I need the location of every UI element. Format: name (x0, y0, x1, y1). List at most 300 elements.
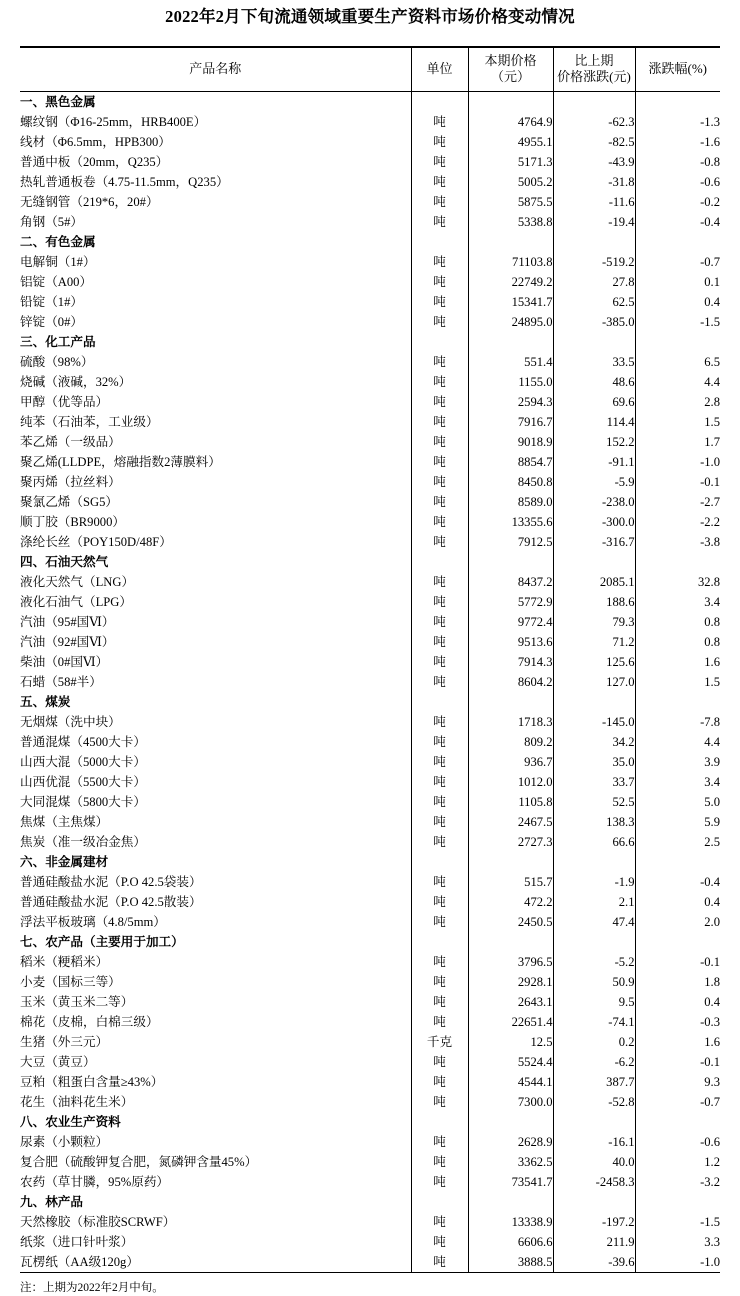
unit-cell: 吨 (411, 972, 468, 992)
percent-change-cell: 1.2 (635, 1152, 720, 1172)
unit-cell: 吨 (411, 472, 468, 492)
current-price-cell: 3888.5 (468, 1252, 553, 1273)
product-name-cell: 无缝钢管（219*6，20#） (20, 195, 159, 209)
current-price-cell: 9772.4 (468, 612, 553, 632)
unit-cell: 吨 (411, 352, 468, 372)
table-row (20, 1032, 720, 1052)
unit-cell: 吨 (411, 392, 468, 412)
product-name-cell: 烧碱（液碱，32%） (20, 375, 132, 389)
percent-change-cell: -0.1 (635, 472, 720, 492)
price-change-cell: -238.0 (553, 492, 635, 512)
unit-cell: 吨 (411, 1052, 468, 1072)
current-price-cell: 1105.8 (468, 792, 553, 812)
current-price-cell: 8589.0 (468, 492, 553, 512)
price-change-cell: 35.0 (553, 752, 635, 772)
table-row (20, 392, 720, 412)
section-header-pct-spacer (635, 692, 720, 712)
table-row (20, 1092, 720, 1112)
section-header-unit-spacer (411, 1192, 468, 1212)
percent-change-cell: 5.0 (635, 792, 720, 812)
price-change-cell: 40.0 (553, 1152, 635, 1172)
percent-change-cell: -2.7 (635, 492, 720, 512)
table-row (20, 672, 720, 692)
unit-cell: 吨 (411, 252, 468, 272)
percent-change-cell: -3.2 (635, 1172, 720, 1192)
section-header-unit-spacer (411, 1112, 468, 1132)
price-change-cell: -316.7 (553, 532, 635, 552)
percent-change-cell: -1.0 (635, 452, 720, 472)
product-name-cell: 大同混煤（5800大卡） (20, 795, 146, 809)
table-row (20, 472, 720, 492)
section-header-unit-spacer (411, 332, 468, 352)
current-price-cell: 2928.1 (468, 972, 553, 992)
unit-cell: 吨 (411, 1172, 468, 1192)
section-title: 六、非金属建材 (20, 855, 109, 869)
section-title: 二、有色金属 (20, 235, 96, 249)
price-change-cell: 50.9 (553, 972, 635, 992)
table-row (20, 132, 720, 152)
table-row (20, 1172, 720, 1192)
price-change-cell: -197.2 (553, 1212, 635, 1232)
product-name-cell: 花生（油料花生米） (20, 1095, 134, 1109)
unit-cell: 吨 (411, 1072, 468, 1092)
product-name-cell: 线材（Φ6.5mm，HPB300） (20, 135, 171, 149)
price-change-cell: 125.6 (553, 652, 635, 672)
table-row (20, 752, 720, 772)
table-row (20, 452, 720, 472)
current-price-cell: 7912.5 (468, 532, 553, 552)
current-price-cell: 5005.2 (468, 172, 553, 192)
current-price-cell: 4955.1 (468, 132, 553, 152)
price-change-cell: 127.0 (553, 672, 635, 692)
product-name-cell: 铝锭（A00） (20, 275, 93, 289)
current-price-cell: 22651.4 (468, 1012, 553, 1032)
unit-cell: 吨 (411, 992, 468, 1012)
section-header-change-spacer (553, 552, 635, 572)
percent-change-cell: 2.8 (635, 392, 720, 412)
column-header-product-name: 产品名称 (20, 47, 411, 92)
current-price-cell: 551.4 (468, 352, 553, 372)
current-price-cell: 8450.8 (468, 472, 553, 492)
section-header-change-spacer (553, 1192, 635, 1212)
unit-cell: 吨 (411, 1212, 468, 1232)
section-title: 三、化工产品 (20, 335, 96, 349)
table-row (20, 1132, 720, 1152)
current-price-cell: 5772.9 (468, 592, 553, 612)
unit-cell: 吨 (411, 892, 468, 912)
table-row (20, 1152, 720, 1172)
product-name-cell: 无烟煤（洗中块） (20, 715, 121, 729)
product-name-cell: 聚氯乙烯（SG5） (20, 495, 118, 509)
current-price-cell: 936.7 (468, 752, 553, 772)
percent-change-cell: 3.4 (635, 592, 720, 612)
product-name-cell: 柴油（0#国Ⅵ） (20, 655, 109, 669)
current-price-cell: 4764.9 (468, 112, 553, 132)
unit-cell: 吨 (411, 152, 468, 172)
current-price-cell: 1155.0 (468, 372, 553, 392)
table-row (20, 112, 720, 132)
current-price-cell: 8604.2 (468, 672, 553, 692)
current-price-cell: 2643.1 (468, 992, 553, 1012)
table-row (20, 532, 720, 552)
current-price-cell: 3362.5 (468, 1152, 553, 1172)
price-change-cell: 48.6 (553, 372, 635, 392)
unit-cell: 吨 (411, 1232, 468, 1252)
section-header-change-spacer (553, 932, 635, 952)
section-header-price-spacer (468, 1112, 553, 1132)
percent-change-cell: -0.7 (635, 1092, 720, 1112)
price-change-cell: 69.6 (553, 392, 635, 412)
section-title: 七、农产品（主要用于加工） (20, 935, 184, 949)
unit-cell: 吨 (411, 752, 468, 772)
table-row (20, 832, 720, 852)
current-price-cell: 9513.6 (468, 632, 553, 652)
unit-cell: 吨 (411, 112, 468, 132)
percent-change-cell: 1.7 (635, 432, 720, 452)
price-change-cell: -43.9 (553, 152, 635, 172)
price-change-cell: -2458.3 (553, 1172, 635, 1192)
section-header-row (20, 552, 720, 572)
table-row (20, 992, 720, 1012)
current-price-cell: 5524.4 (468, 1052, 553, 1072)
section-title: 九、林产品 (20, 1195, 83, 1209)
current-price-cell: 1718.3 (468, 712, 553, 732)
section-header-pct-spacer (635, 1112, 720, 1132)
unit-cell: 吨 (411, 292, 468, 312)
unit-cell: 吨 (411, 1132, 468, 1152)
unit-cell: 吨 (411, 732, 468, 752)
current-price-cell: 8854.7 (468, 452, 553, 472)
price-change-cell: -5.9 (553, 472, 635, 492)
column-header-price-change-line1: 比上期 (574, 53, 614, 68)
product-name-cell: 苯乙烯（一级品） (20, 435, 121, 449)
unit-cell: 吨 (411, 1012, 468, 1032)
product-name-cell: 汽油（92#国Ⅵ） (20, 635, 115, 649)
section-header-unit-spacer (411, 232, 468, 252)
unit-cell: 吨 (411, 532, 468, 552)
percent-change-cell: -3.8 (635, 532, 720, 552)
percent-change-cell: 0.4 (635, 892, 720, 912)
price-change-cell: -52.8 (553, 1092, 635, 1112)
product-name-cell: 农药（草甘膦，95%原药） (20, 1175, 170, 1189)
section-header-price-spacer (468, 552, 553, 572)
price-change-cell: 62.5 (553, 292, 635, 312)
current-price-cell: 515.7 (468, 872, 553, 892)
product-name-cell: 小麦（国标三等） (20, 975, 121, 989)
table-row (20, 252, 720, 272)
percent-change-cell: -1.5 (635, 312, 720, 332)
price-change-cell: -62.3 (553, 112, 635, 132)
table-row (20, 352, 720, 372)
product-name-cell: 涤纶长丝（POY150D/48F） (20, 535, 172, 549)
table-row (20, 912, 720, 932)
product-name-cell: 普通中板（20mm，Q235） (20, 155, 169, 169)
table-body (20, 92, 720, 1273)
percent-change-cell: 3.9 (635, 752, 720, 772)
product-name-cell: 顺丁胶（BR9000） (20, 515, 125, 529)
unit-cell: 吨 (411, 132, 468, 152)
table-row (20, 1252, 720, 1273)
table-row (20, 492, 720, 512)
unit-cell: 吨 (411, 372, 468, 392)
price-change-cell: 2085.1 (553, 572, 635, 592)
price-change-cell: 71.2 (553, 632, 635, 652)
column-header-current-price-line1: 本期价格 (484, 53, 537, 68)
price-change-cell: 188.6 (553, 592, 635, 612)
percent-change-cell: -0.1 (635, 952, 720, 972)
price-change-cell: 52.5 (553, 792, 635, 812)
current-price-cell: 8437.2 (468, 572, 553, 592)
unit-cell: 吨 (411, 492, 468, 512)
section-header-price-spacer (468, 232, 553, 252)
current-price-cell: 3796.5 (468, 952, 553, 972)
price-table (20, 46, 720, 1273)
product-name-cell: 锌锭（0#） (20, 315, 83, 329)
product-name-cell: 稻米（粳稻米） (20, 955, 109, 969)
product-name-cell: 复合肥（硫酸钾复合肥，氮磷钾含量45%） (20, 1155, 258, 1169)
column-header-current-price (468, 47, 553, 92)
section-header-change-spacer (553, 332, 635, 352)
product-name-cell: 石蜡（58#半） (20, 675, 102, 689)
table-row (20, 792, 720, 812)
product-name-cell: 浮法平板玻璃（4.8/5mm） (20, 915, 166, 929)
table-row (20, 172, 720, 192)
column-header-percent-change: 涨跌幅(%) (635, 47, 720, 92)
unit-cell: 吨 (411, 312, 468, 332)
page-title: 2022年2月下旬流通领域重要生产资料市场价格变动情况 (165, 7, 575, 26)
unit-cell: 吨 (411, 712, 468, 732)
price-change-cell: 138.3 (553, 812, 635, 832)
table-row (20, 152, 720, 172)
table-row (20, 212, 720, 232)
table-header (20, 47, 720, 92)
section-header-row (20, 932, 720, 952)
product-name-cell: 铅锭（1#） (20, 295, 83, 309)
section-header-pct-spacer (635, 92, 720, 113)
percent-change-cell: -1.3 (635, 112, 720, 132)
current-price-cell: 13338.9 (468, 1212, 553, 1232)
percent-change-cell: -1.0 (635, 1252, 720, 1273)
current-price-cell: 809.2 (468, 732, 553, 752)
percent-change-cell: -0.4 (635, 872, 720, 892)
percent-change-cell: -1.6 (635, 132, 720, 152)
product-name-cell: 豆粕（粗蛋白含量≥43%） (20, 1075, 164, 1089)
product-name-cell: 聚乙烯(LLDPE，熔融指数2薄膜料） (20, 455, 221, 469)
price-change-cell: -82.5 (553, 132, 635, 152)
current-price-cell: 7916.7 (468, 412, 553, 432)
unit-cell: 千克 (411, 1032, 468, 1052)
current-price-cell: 12.5 (468, 1032, 553, 1052)
price-change-cell: -385.0 (553, 312, 635, 332)
unit-cell: 吨 (411, 772, 468, 792)
percent-change-cell: -0.1 (635, 1052, 720, 1072)
price-change-cell: -6.2 (553, 1052, 635, 1072)
table-row (20, 772, 720, 792)
section-header-price-spacer (468, 932, 553, 952)
current-price-cell: 71103.8 (468, 252, 553, 272)
unit-cell: 吨 (411, 432, 468, 452)
unit-cell: 吨 (411, 792, 468, 812)
price-change-cell: -16.1 (553, 1132, 635, 1152)
percent-change-cell: 32.8 (635, 572, 720, 592)
current-price-cell: 5875.5 (468, 192, 553, 212)
product-name-cell: 山西大混（5000大卡） (20, 755, 146, 769)
percent-change-cell: 5.9 (635, 812, 720, 832)
column-header-current-price-line2: （元） (490, 69, 530, 84)
section-header-row (20, 232, 720, 252)
product-name-cell: 瓦楞纸（AA级120g） (20, 1252, 411, 1273)
price-change-cell: 211.9 (553, 1232, 635, 1252)
unit-cell: 吨 (411, 592, 468, 612)
table-row (20, 952, 720, 972)
current-price-cell: 6606.6 (468, 1232, 553, 1252)
percent-change-cell: -0.4 (635, 212, 720, 232)
current-price-cell: 7914.3 (468, 652, 553, 672)
price-change-cell: -145.0 (553, 712, 635, 732)
section-header-price-spacer (468, 852, 553, 872)
section-header-price-spacer (468, 332, 553, 352)
table-row (20, 192, 720, 212)
table-row (20, 1072, 720, 1092)
table-row (20, 432, 720, 452)
price-change-cell: 27.8 (553, 272, 635, 292)
column-header-price-change-line2: 价格涨跌(元) (557, 69, 631, 84)
product-name-cell: 汽油（95#国Ⅵ） (20, 615, 115, 629)
unit-cell: 吨 (411, 512, 468, 532)
percent-change-cell: 1.6 (635, 1032, 720, 1052)
section-header-row (20, 1192, 720, 1212)
current-price-cell: 15341.7 (468, 292, 553, 312)
section-header-pct-spacer (635, 552, 720, 572)
section-header-row (20, 692, 720, 712)
section-header-row (20, 92, 720, 113)
current-price-cell: 5171.3 (468, 152, 553, 172)
unit-cell: 吨 (411, 812, 468, 832)
current-price-cell: 5338.8 (468, 212, 553, 232)
percent-change-cell: 0.8 (635, 632, 720, 652)
current-price-cell: 1012.0 (468, 772, 553, 792)
section-title: 四、石油天然气 (20, 555, 109, 569)
unit-cell: 吨 (411, 192, 468, 212)
percent-change-cell: 1.8 (635, 972, 720, 992)
unit-cell: 吨 (411, 1252, 468, 1273)
section-title: 八、农业生产资料 (20, 1115, 121, 1129)
product-name-cell: 普通混煤（4500大卡） (20, 735, 146, 749)
table-row (20, 612, 720, 632)
product-name-cell: 液化天然气（LNG） (20, 575, 135, 589)
unit-cell: 吨 (411, 572, 468, 592)
price-change-cell: 79.3 (553, 612, 635, 632)
price-change-cell: 114.4 (553, 412, 635, 432)
price-change-cell: 66.6 (553, 832, 635, 852)
table-row (20, 892, 720, 912)
current-price-cell: 2727.3 (468, 832, 553, 852)
unit-cell: 吨 (411, 632, 468, 652)
percent-change-cell: -0.7 (635, 252, 720, 272)
table-row (20, 312, 720, 332)
product-name-cell: 大豆（黄豆） (20, 1055, 96, 1069)
section-header-unit-spacer (411, 852, 468, 872)
unit-cell: 吨 (411, 212, 468, 232)
table-row (20, 1212, 720, 1232)
section-header-row (20, 332, 720, 352)
product-name-cell: 生猪（外三元） (20, 1035, 109, 1049)
unit-cell: 吨 (411, 672, 468, 692)
product-name-cell: 热轧普通板卷（4.75-11.5mm，Q235） (20, 175, 229, 189)
percent-change-cell: 2.5 (635, 832, 720, 852)
table-row (20, 812, 720, 832)
column-header-price-change (553, 47, 635, 92)
product-name-cell: 硫酸（98%） (20, 355, 94, 369)
price-change-cell: -1.9 (553, 872, 635, 892)
current-price-cell: 4544.1 (468, 1072, 553, 1092)
price-change-cell: -519.2 (553, 252, 635, 272)
unit-cell: 吨 (411, 272, 468, 292)
unit-cell: 吨 (411, 952, 468, 972)
percent-change-cell: -2.2 (635, 512, 720, 532)
section-header-price-spacer (468, 692, 553, 712)
product-name-cell: 角钢（5#） (20, 215, 83, 229)
unit-cell: 吨 (411, 832, 468, 852)
price-change-cell: 387.7 (553, 1072, 635, 1092)
current-price-cell: 73541.7 (468, 1172, 553, 1192)
unit-cell: 吨 (411, 412, 468, 432)
section-header-unit-spacer (411, 552, 468, 572)
table-row (20, 652, 720, 672)
table-row (20, 512, 720, 532)
price-change-cell: 2.1 (553, 892, 635, 912)
price-change-cell: 152.2 (553, 432, 635, 452)
price-change-cell: 9.5 (553, 992, 635, 1012)
section-title: 五、煤炭 (20, 695, 71, 709)
price-change-cell: 47.4 (553, 912, 635, 932)
product-name-cell: 天然橡胶（标准胶SCRWF） (20, 1215, 176, 1229)
current-price-cell: 2450.5 (468, 912, 553, 932)
price-change-cell: -11.6 (553, 192, 635, 212)
price-change-cell: -74.1 (553, 1012, 635, 1032)
section-header-unit-spacer (411, 692, 468, 712)
section-title: 一、黑色金属 (20, 95, 96, 109)
percent-change-cell: 4.4 (635, 372, 720, 392)
price-change-cell: -5.2 (553, 952, 635, 972)
unit-cell: 吨 (411, 872, 468, 892)
table-row (20, 572, 720, 592)
product-name-cell: 焦煤（主焦煤） (20, 815, 109, 829)
footnote: 注：上期为2022年2月中旬。 (20, 1282, 164, 1294)
percent-change-cell: 1.5 (635, 412, 720, 432)
table-row (20, 632, 720, 652)
price-change-cell: 0.2 (553, 1032, 635, 1052)
section-header-change-spacer (553, 852, 635, 872)
percent-change-cell: -0.2 (635, 192, 720, 212)
section-header-change-spacer (553, 692, 635, 712)
percent-change-cell: 0.4 (635, 992, 720, 1012)
percent-change-cell: 1.6 (635, 652, 720, 672)
price-change-cell: 33.5 (553, 352, 635, 372)
section-header-pct-spacer (635, 932, 720, 952)
unit-cell: 吨 (411, 652, 468, 672)
percent-change-cell: 9.3 (635, 1072, 720, 1092)
product-name-cell: 焦炭（准一级冶金焦） (20, 835, 146, 849)
percent-change-cell: 4.4 (635, 732, 720, 752)
section-header-pct-spacer (635, 1192, 720, 1212)
current-price-cell: 7300.0 (468, 1092, 553, 1112)
section-header-pct-spacer (635, 852, 720, 872)
unit-cell: 吨 (411, 612, 468, 632)
product-name-cell: 纸浆（进口针叶浆） (20, 1235, 134, 1249)
product-name-cell: 尿素（小颗粒） (20, 1135, 109, 1149)
current-price-cell: 2628.9 (468, 1132, 553, 1152)
